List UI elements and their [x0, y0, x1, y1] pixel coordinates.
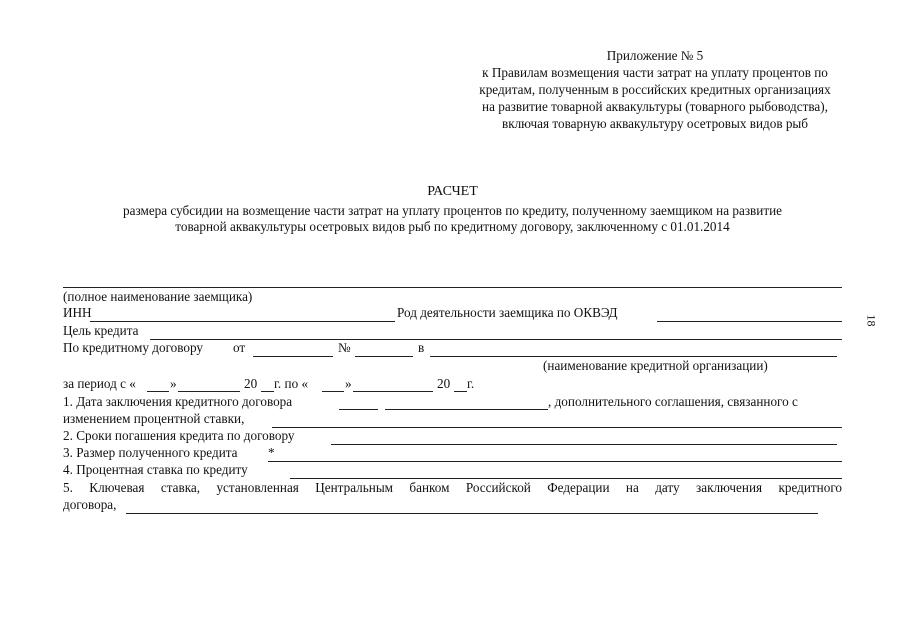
period-from-quote: »	[170, 376, 177, 391]
contract-date-field[interactable]	[253, 356, 333, 357]
page-number: 18	[864, 314, 879, 327]
bank-caption: (наименование кредитной организации)	[543, 358, 768, 373]
purpose-field[interactable]	[150, 339, 842, 340]
document-subtitle-line-1: размера субсидии на возмещение части затрат на уплату процентов по кредиту, полученному заемщиком на развитие	[123, 203, 782, 218]
contract-date-day-field[interactable]	[339, 409, 378, 410]
borrower-caption: (полное наименование заемщика)	[63, 289, 253, 304]
credit-amount-field[interactable]	[268, 461, 842, 462]
appendix-title: Приложение № 5	[606, 48, 704, 63]
period-to-quote: »	[345, 376, 352, 391]
item5-label: 5. Ключевая ставка, установленная Центральным банком Российской Федерации на дату заключения кредитного	[63, 480, 842, 495]
contract-label: По кредитному договору	[63, 340, 203, 355]
contract-from-label: от	[233, 340, 246, 355]
inn-label: ИНН	[63, 305, 92, 320]
appendix-line-4: включая товарную аквакультуру осетровых видов рыб	[501, 116, 809, 131]
contract-date-field-2[interactable]	[385, 409, 548, 410]
interest-rate-field[interactable]	[290, 478, 842, 479]
period-to-year-prefix: 20	[437, 376, 451, 391]
appendix-line-3: на развитие товарной аквакультуры (товарного рыбоводства),	[482, 99, 828, 114]
item3-footnote-mark: *	[268, 445, 275, 460]
repayment-term-field[interactable]	[331, 444, 837, 445]
period-to-label: г. по «	[274, 376, 309, 391]
period-to-year-field[interactable]	[454, 391, 467, 392]
contract-number-label: №	[338, 340, 351, 355]
period-to-month-field[interactable]	[353, 391, 433, 392]
document-title: РАСЧЕТ	[427, 184, 478, 199]
contract-number-field[interactable]	[355, 356, 413, 357]
inn-field[interactable]	[90, 321, 395, 322]
period-from-year-prefix: 20	[244, 376, 258, 391]
period-from-month-field[interactable]	[178, 391, 240, 392]
contract-bank-in-label: в	[418, 340, 425, 355]
appendix-line-2: кредитам, полученным в российских кредитных организациях	[479, 82, 831, 97]
item3-label: 3. Размер полученного кредита	[63, 445, 238, 460]
borrower-name-field[interactable]	[63, 287, 842, 288]
period-from-label: за период с «	[63, 376, 136, 391]
item1-label-line2: изменением процентной ставки,	[63, 411, 245, 426]
purpose-label: Цель кредита	[63, 323, 139, 338]
item1-supplement-label: , дополнительного соглашения, связанного с	[548, 394, 798, 409]
period-year-suffix: г.	[467, 376, 475, 391]
okved-label: Род деятельности заемщика по ОКВЭД	[397, 305, 618, 320]
item4-label: 4. Процентная ставка по кредиту	[63, 462, 248, 477]
item1-label: 1. Дата заключения кредитного договора	[63, 394, 293, 409]
period-from-year-field[interactable]	[261, 391, 274, 392]
key-rate-field[interactable]	[126, 513, 818, 514]
okved-field[interactable]	[657, 321, 842, 322]
period-to-day-field[interactable]	[322, 391, 344, 392]
document-subtitle-line-2: товарной аквакультуры осетровых видов рыб по кредитному договору, заключенному с 01.01.2014	[175, 219, 730, 234]
appendix-line-1: к Правилам возмещения части затрат на уплату процентов по	[482, 65, 828, 80]
supplement-field[interactable]	[272, 427, 842, 428]
item5-label-line2: договора,	[63, 497, 117, 512]
period-from-day-field[interactable]	[147, 391, 169, 392]
item2-label: 2. Сроки погашения кредита по договору	[63, 428, 295, 443]
bank-name-field[interactable]	[430, 356, 837, 357]
